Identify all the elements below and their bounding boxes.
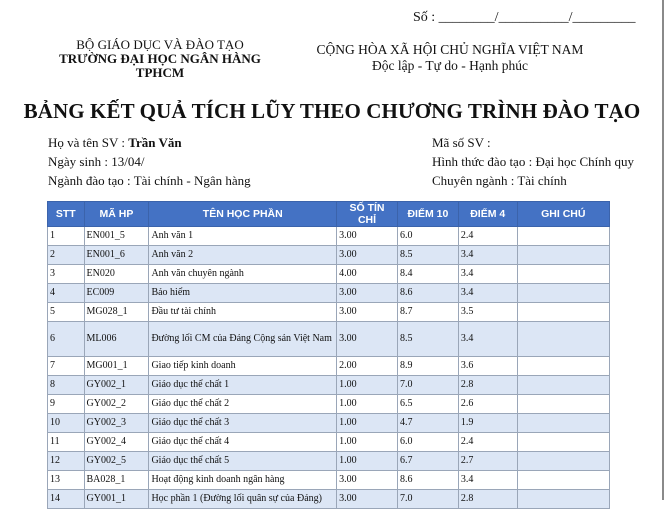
cell-course-name: Đầu tư tài chính: [149, 303, 337, 322]
cell-course-name: Giáo dục thể chất 4: [149, 433, 337, 452]
cell-notes: [517, 284, 609, 303]
cell-score-10: 4.7: [397, 414, 458, 433]
cell-credits: 3.00: [337, 490, 398, 509]
student-major: [48, 173, 251, 189]
cell-course-name: Giáo dục thể chất 1: [149, 376, 337, 395]
cell-course-code: GY002_4: [84, 433, 149, 452]
table-row: [48, 395, 610, 414]
table-row: [48, 227, 610, 246]
cell-course-name: Anh văn 1: [149, 227, 337, 246]
cell-course-code: EN001_5: [84, 227, 149, 246]
cell-course-code: MG001_1: [84, 357, 149, 376]
table-row: [48, 376, 610, 395]
cell-course-code: MG028_1: [84, 303, 149, 322]
cell-course-name: Giáo dục thể chất 5: [149, 452, 337, 471]
school-header: [30, 38, 290, 80]
cell-notes: [517, 227, 609, 246]
cell-course-name: Giáo dục thể chất 3: [149, 414, 337, 433]
cell-score-10: 8.5: [397, 246, 458, 265]
cell-notes: [517, 376, 609, 395]
cell-score-10: 8.7: [397, 303, 458, 322]
table-row: [48, 322, 610, 357]
cell-course-code: GY002_5: [84, 452, 149, 471]
document-title: BẢNG KẾT QUẢ TÍCH LŨY THEO CHƯƠNG TRÌNH ĐÀO TẠO: [23, 99, 641, 123]
table-row: [48, 490, 610, 509]
cell-course-name: Giao tiếp kinh doanh: [149, 357, 337, 376]
cell-course-name: Bảo hiểm: [149, 284, 337, 303]
table-row: [48, 414, 610, 433]
university-city: TPHCM: [135, 65, 185, 80]
cell-score-10: 6.0: [397, 227, 458, 246]
cell-stt: 11: [48, 433, 85, 452]
cell-credits: 3.00: [337, 303, 398, 322]
cell-score-10: 6.0: [397, 433, 458, 452]
cell-course-name: Hoạt động kinh doanh ngân hàng: [149, 471, 337, 490]
cell-score-4: 3.6: [458, 357, 517, 376]
cell-credits: 4.00: [337, 265, 398, 284]
cell-credits: 1.00: [337, 395, 398, 414]
cell-credits: 3.00: [337, 246, 398, 265]
document-number-line: Số : ________/__________/_________: [413, 10, 636, 25]
col-header-score-4: ĐIỂM 4: [458, 202, 517, 227]
cell-notes: [517, 471, 609, 490]
table-row: [48, 357, 610, 376]
cell-score-4: 2.8: [458, 490, 517, 509]
cell-score-4: 1.9: [458, 414, 517, 433]
cell-score-4: 3.4: [458, 471, 517, 490]
cell-stt: 13: [48, 471, 85, 490]
col-header-score-10: ĐIỂM 10: [397, 202, 458, 227]
specialization-value: Tài chính: [517, 173, 567, 188]
table-row: [48, 246, 610, 265]
cell-credits: 3.00: [337, 322, 398, 357]
training-mode-value: Đại học Chính quy: [535, 154, 635, 169]
cell-score-10: 6.5: [397, 395, 458, 414]
cell-stt: 12: [48, 452, 85, 471]
cell-notes: [517, 322, 609, 357]
col-header-notes: GHI CHÚ: [517, 202, 609, 227]
cell-course-code: GY002_1: [84, 376, 149, 395]
table-header-row: [48, 202, 610, 227]
cell-score-4: 2.7: [458, 452, 517, 471]
cell-stt: 1: [48, 227, 85, 246]
student-id: [432, 135, 491, 151]
cell-score-10: 6.7: [397, 452, 458, 471]
cell-score-4: 3.5: [458, 303, 517, 322]
cell-score-10: 7.0: [397, 490, 458, 509]
cell-stt: 8: [48, 376, 85, 395]
ministry-name: BỘ GIÁO DỤC VÀ ĐÀO TẠO: [76, 37, 244, 52]
cell-notes: [517, 303, 609, 322]
cell-stt: 4: [48, 284, 85, 303]
student-dob-value: 13/04/: [111, 154, 145, 169]
cell-course-code: ML006: [84, 322, 149, 357]
cell-score-4: 3.4: [458, 246, 517, 265]
cell-notes: [517, 357, 609, 376]
student-name-label: Họ và tên SV :: [48, 135, 129, 150]
student-major-label: Ngành đào tạo :: [48, 173, 134, 188]
table-row: [48, 471, 610, 490]
cell-credits: 1.00: [337, 433, 398, 452]
cell-score-4: 2.4: [458, 227, 517, 246]
cell-course-name: Giáo dục thể chất 2: [149, 395, 337, 414]
table-row: [48, 433, 610, 452]
cell-stt: 10: [48, 414, 85, 433]
cell-course-name: Học phần 1 (Đường lối quân sự của Đảng): [149, 490, 337, 509]
cell-stt: 7: [48, 357, 85, 376]
cell-credits: 2.00: [337, 357, 398, 376]
specialization-label: Chuyên ngành :: [432, 173, 518, 188]
cell-stt: 9: [48, 395, 85, 414]
cell-notes: [517, 246, 609, 265]
cell-score-10: 8.6: [397, 471, 458, 490]
student-name-value: Trần Văn: [128, 135, 182, 150]
cell-credits: 1.00: [337, 376, 398, 395]
cell-credits: 1.00: [337, 414, 398, 433]
cell-score-10: 8.4: [397, 265, 458, 284]
training-mode-label: Hình thức đào tạo :: [432, 154, 536, 169]
cell-score-4: 2.8: [458, 376, 517, 395]
cell-credits: 1.00: [337, 452, 398, 471]
student-id-label: Mã số SV :: [432, 135, 491, 150]
cell-stt: 2: [48, 246, 85, 265]
cell-score-10: 8.6: [397, 284, 458, 303]
national-header: [305, 42, 595, 74]
grades-table: [47, 201, 610, 509]
table-row: [48, 452, 610, 471]
cell-credits: 3.00: [337, 471, 398, 490]
cell-notes: [517, 265, 609, 284]
cell-course-code: GY002_2: [84, 395, 149, 414]
col-header-course-name: TÊN HỌC PHẦN: [149, 202, 337, 227]
student-name: [48, 135, 182, 151]
cell-credits: 3.00: [337, 227, 398, 246]
nation-motto: Độc lập - Tự do - Hạnh phúc: [372, 58, 528, 73]
university-name: TRƯỜNG ĐẠI HỌC NGÂN HÀNG: [59, 51, 261, 66]
cell-course-code: GY002_3: [84, 414, 149, 433]
cell-stt: 5: [48, 303, 85, 322]
cell-score-4: 3.4: [458, 265, 517, 284]
cell-notes: [517, 395, 609, 414]
cell-course-code: BA028_1: [84, 471, 149, 490]
student-dob-label: Ngày sinh :: [48, 154, 112, 169]
cell-notes: [517, 452, 609, 471]
col-header-course-code: MÃ HP: [84, 202, 149, 227]
cell-course-code: EN001_6: [84, 246, 149, 265]
cell-course-name: Đường lối CM của Đảng Cộng sản Việt Nam: [149, 322, 337, 357]
table-row: [48, 265, 610, 284]
cell-score-10: 8.9: [397, 357, 458, 376]
student-dob: [48, 154, 144, 170]
cell-score-10: 8.5: [397, 322, 458, 357]
col-header-credits: SỐ TÍN CHỈ: [337, 202, 398, 227]
cell-stt: 14: [48, 490, 85, 509]
table-row: [48, 303, 610, 322]
cell-notes: [517, 414, 609, 433]
cell-course-name: Anh văn 2: [149, 246, 337, 265]
col-header-stt: STT: [48, 202, 85, 227]
cell-notes: [517, 433, 609, 452]
nation-name: CỘNG HÒA XÃ HỘI CHỦ NGHĨA VIỆT NAM: [316, 42, 584, 57]
cell-notes: [517, 490, 609, 509]
cell-stt: 3: [48, 265, 85, 284]
cell-course-name: Anh văn chuyên ngành: [149, 265, 337, 284]
student-major-value: Tài chính - Ngân hàng: [133, 173, 251, 188]
training-mode: [432, 154, 634, 170]
cell-credits: 3.00: [337, 284, 398, 303]
specialization: [432, 173, 567, 189]
cell-score-4: 3.4: [458, 284, 517, 303]
cell-score-10: 7.0: [397, 376, 458, 395]
cell-course-code: GY001_1: [84, 490, 149, 509]
table-row: [48, 284, 610, 303]
cell-course-code: EC009: [84, 284, 149, 303]
cell-course-code: EN020: [84, 265, 149, 284]
cell-score-4: 3.4: [458, 322, 517, 357]
cell-score-4: 2.6: [458, 395, 517, 414]
cell-stt: 6: [48, 322, 85, 357]
cell-score-4: 2.4: [458, 433, 517, 452]
